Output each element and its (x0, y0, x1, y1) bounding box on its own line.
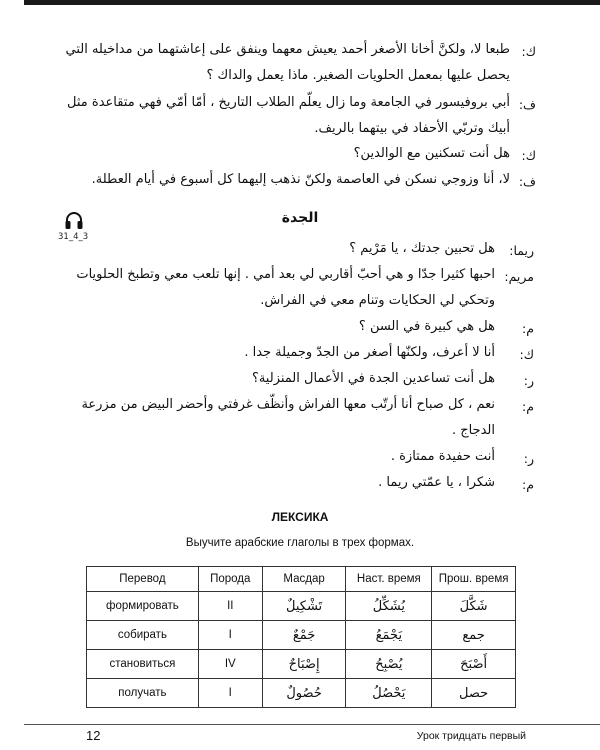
dialogue-line (60, 262, 495, 314)
dialogue-line (60, 167, 510, 193)
past-cell: حصل (432, 679, 516, 708)
column-header: Перевод (87, 567, 199, 592)
speaker: ك: (519, 347, 534, 362)
table-row (87, 650, 516, 679)
line-text: يحصل عليها بمعمل الحلويات الصغير. ماذا يعمل والداك ؟ (206, 68, 510, 83)
speaker: مريم: (504, 269, 534, 284)
form-cell: I (198, 621, 262, 650)
speaker: ريما: (509, 243, 534, 258)
line-text: الدجاج . (451, 423, 495, 438)
line-text: وتحكي لي الحكايات وتنام معي في الفراش. (260, 293, 495, 308)
line-text: لا، أنا وزوجي نسكن في العاصمة ولكنّ نذهب إليهما كل أسبوع في أيام العطلة. (91, 172, 510, 187)
column-header: Прош. время (432, 567, 516, 592)
form-cell: I (198, 679, 262, 708)
dialogue-line (60, 37, 510, 89)
lexicon-title: ЛЕКСИКА (271, 510, 329, 524)
translation-cell: собирать (87, 621, 199, 650)
speaker: ك: (521, 44, 536, 59)
masdar-cell: جَمْعٌ (262, 621, 346, 650)
line-text: أبيك وتربّي الأحفاد في بيتهما بالريف. (314, 121, 510, 136)
speaker: م: (522, 399, 534, 414)
page-number: 12 (86, 728, 101, 743)
lexicon-instruction: Выучите арабские глаголы в трех формах. (185, 537, 415, 549)
present-cell: يُصْبِحُ (346, 650, 432, 679)
column-header: Порода (198, 567, 262, 592)
masdar-cell: إِصْبَاحٌ (262, 650, 346, 679)
speaker: ك: (521, 148, 536, 163)
past-cell: جمع (432, 621, 516, 650)
dialogue-line (60, 392, 495, 444)
dialogue-line (60, 340, 495, 366)
line-text: هل أنت تسكنين مع الوالدين؟ (353, 146, 510, 161)
column-header: Наст. время (346, 567, 432, 592)
line-text: هل تحبين جدتك ، يا مَرْيم ؟ (349, 241, 495, 256)
top-rule (24, 0, 600, 5)
form-cell: IV (198, 650, 262, 679)
present-cell: يَحْصُلُ (346, 679, 432, 708)
masdar-cell: تَشْكِيلٌ (262, 592, 346, 621)
masdar-cell: حُصُولٌ (262, 679, 346, 708)
speaker: ر: (523, 373, 534, 388)
dialogue-line (60, 444, 495, 470)
table-header-row (87, 567, 516, 592)
present-cell: يَجْمَعُ (346, 621, 432, 650)
line-text: هل هي كبيرة في السن ؟ (358, 319, 495, 334)
dialogue-line (60, 470, 495, 496)
line-text: أنت حفيدة ممتازة . (390, 449, 495, 464)
line-text: طبعا لا، ولكنَّ أخانا الأصغر أحمد يعيش معهما وينفق على إعاشتهما من مداخيله التي (65, 42, 510, 57)
table-row (87, 679, 516, 708)
translation-cell: формировать (87, 592, 199, 621)
past-cell: شَكَّلَ (432, 592, 516, 621)
line-text: هل أنت تساعدين الجدة في الأعمال المنزلية؟ (251, 371, 495, 386)
speaker: ف: (518, 97, 536, 112)
speaker: م: (522, 477, 534, 492)
audio-track-label: 31_4_3 (58, 232, 89, 242)
table-row (87, 621, 516, 650)
speaker: ر: (523, 451, 534, 466)
dialogue-line (60, 141, 510, 167)
line-text: أبي بروفيسور في الجامعة وما زال يعلّم الطلاب التاريخ ، أمّا أمّي فهي متقاعدة مثل (67, 95, 510, 110)
section-title: الجدة (281, 210, 319, 226)
column-header: Масдар (262, 567, 346, 592)
line-text: أنا لا أعرف، ولكنّها أصغر من الجدّ وجميلة جدا . (244, 345, 495, 360)
speaker: ف: (518, 174, 536, 189)
line-text: احبها كثيرا جدّا و هي أحبّ أقاربي لي بعد أمي . إنها تلعب معي وتطبخ الحلويات (76, 267, 495, 282)
footer-rule (24, 724, 600, 725)
present-cell: يُشَكِّلُ (346, 592, 432, 621)
lesson-title: Урок тридцать первый (416, 730, 526, 742)
translation-cell: становиться (87, 650, 199, 679)
vocabulary-table (86, 566, 516, 708)
table-row (87, 592, 516, 621)
dialogue-line (60, 236, 495, 262)
speaker: م: (522, 321, 534, 336)
line-text: شكرا ، يا عمّتي ريما . (378, 475, 495, 490)
translation-cell: получать (87, 679, 199, 708)
line-text: نعم ، كل صباح أنا أرتّب معها الفراش وأنظّف غرفتي وأحضر البيض من مزرعة (81, 397, 495, 412)
dialogue-line (60, 314, 495, 340)
past-cell: أَصْبَحَ (432, 650, 516, 679)
dialogue-line (60, 366, 495, 392)
form-cell: II (198, 592, 262, 621)
dialogue-line (60, 90, 510, 142)
